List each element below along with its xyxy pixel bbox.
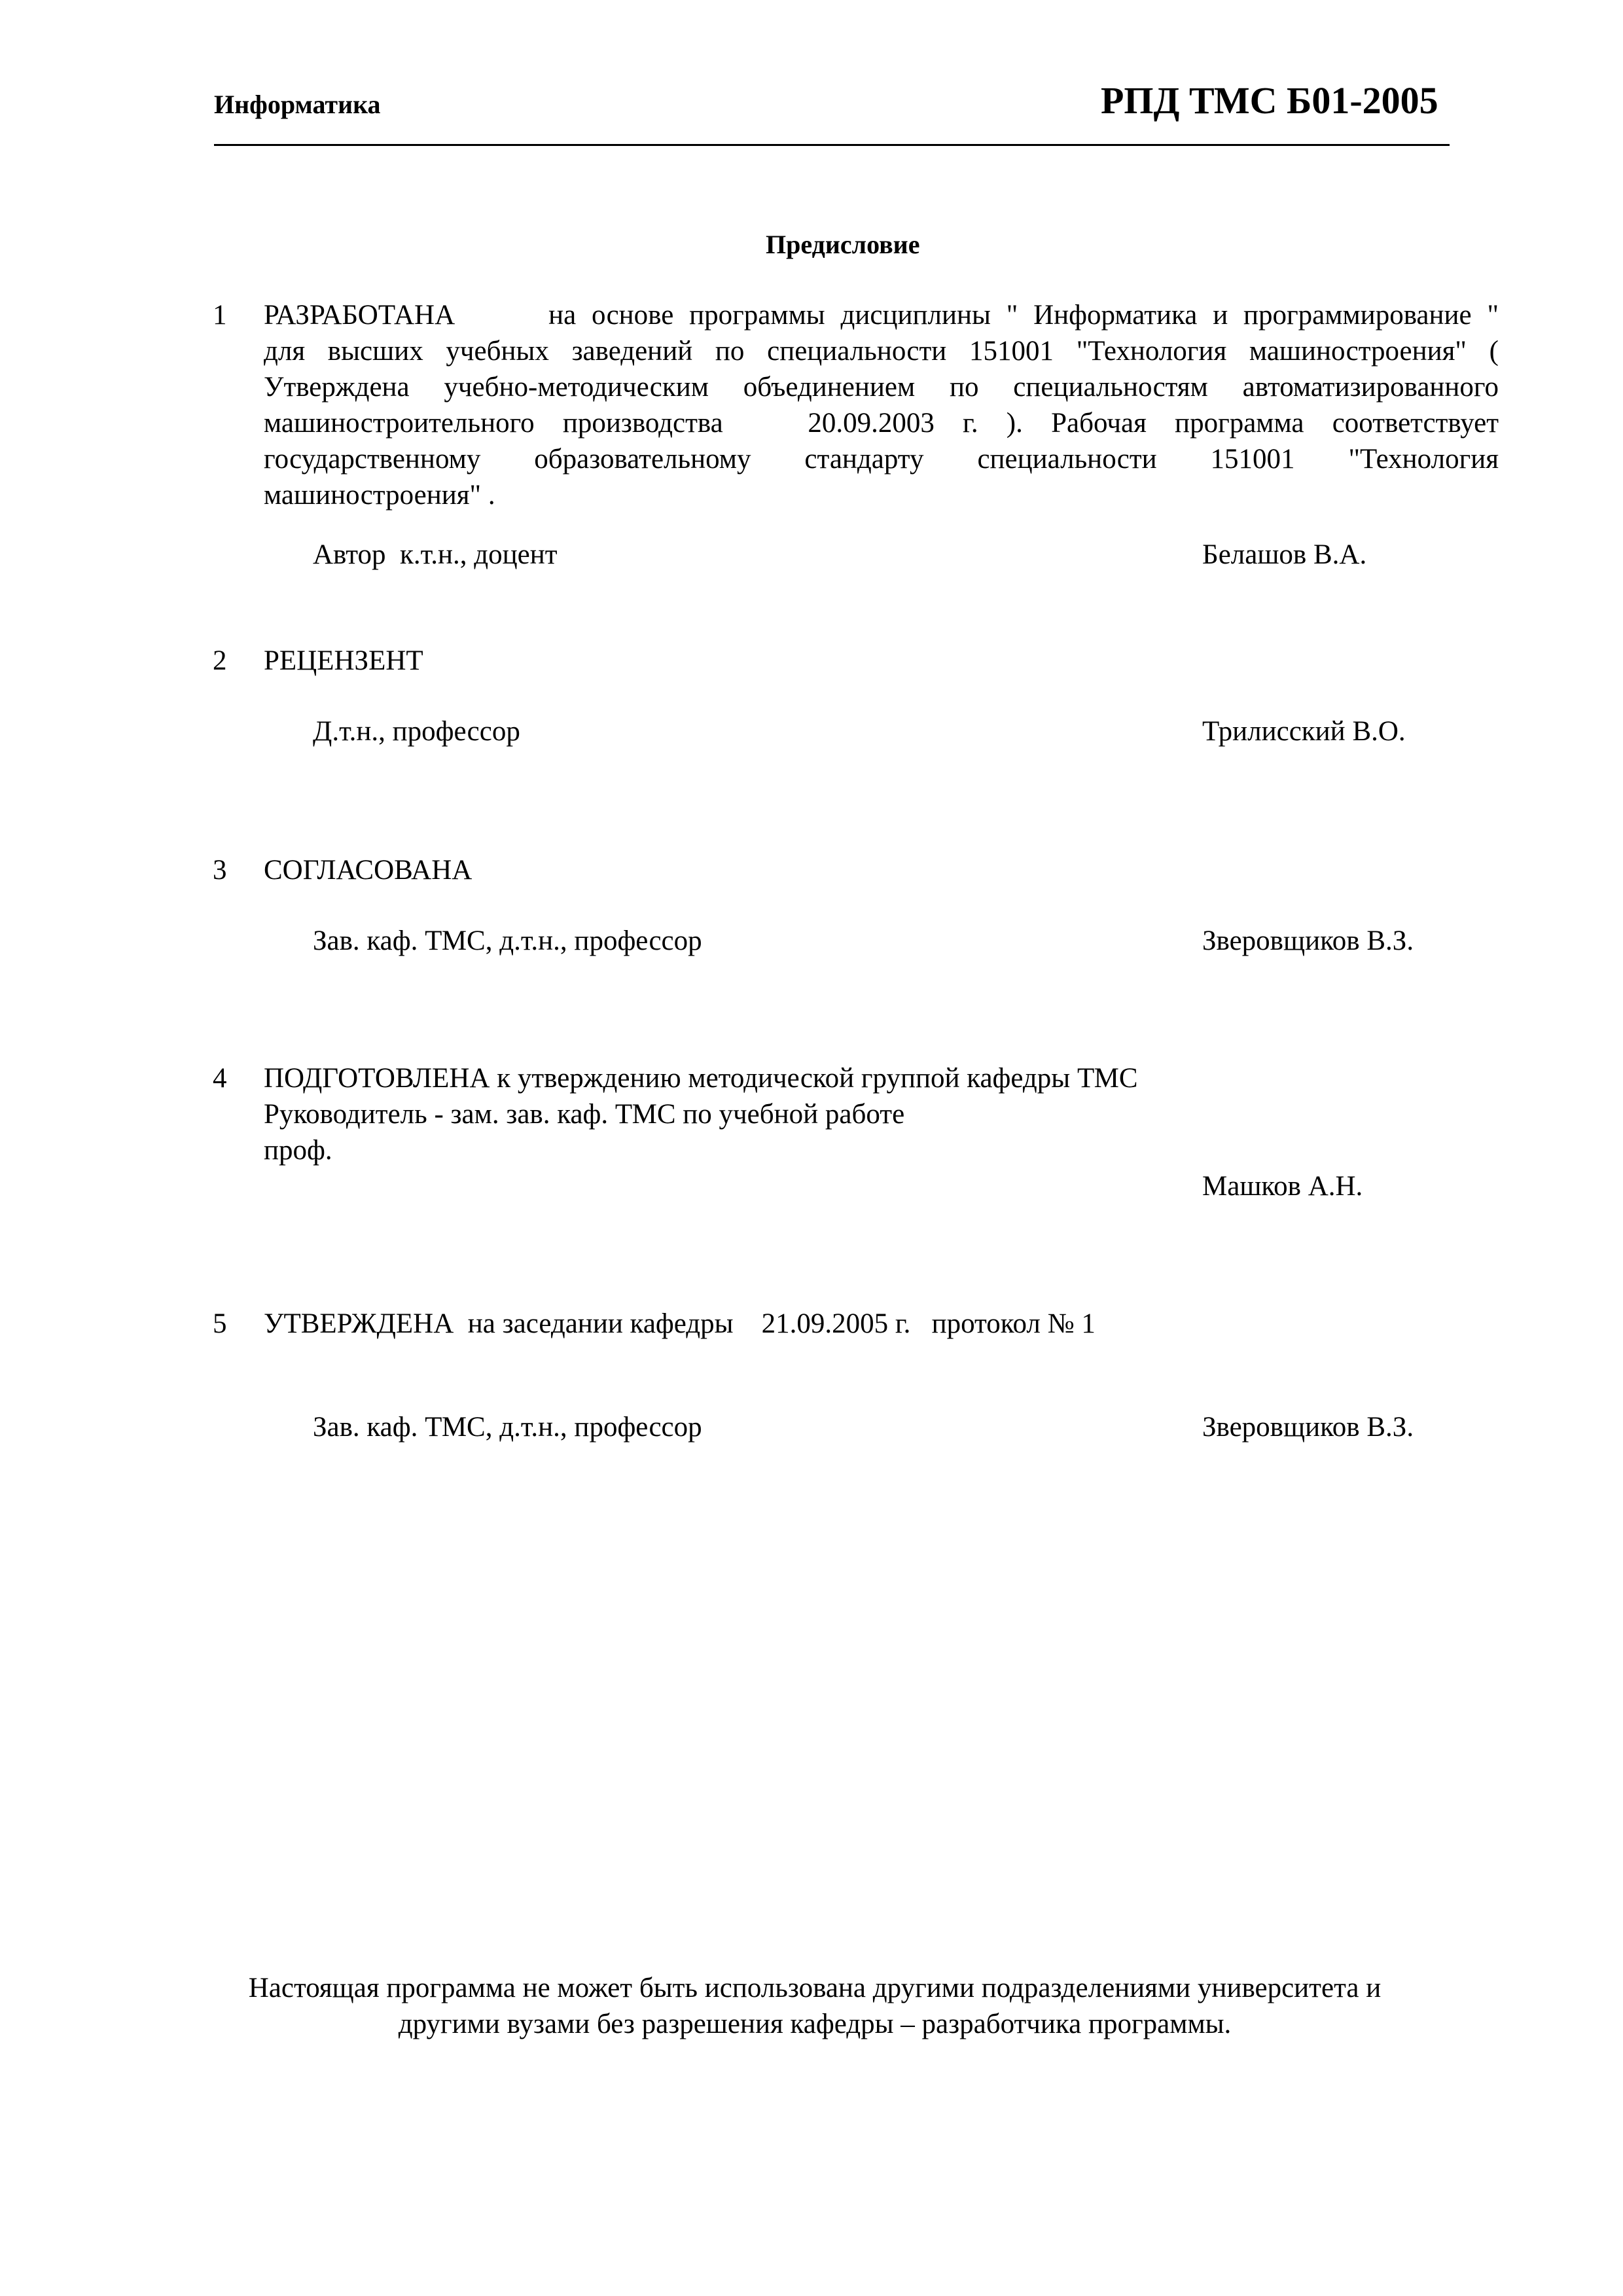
section-2-reviewer-role: Д.т.н., профессор bbox=[313, 716, 520, 747]
section-1-line: машиностроения" . bbox=[264, 480, 495, 511]
section-3-approver-role: Зав. каф. ТМС, д.т.н., профессор bbox=[313, 925, 702, 956]
section-1-paragraph bbox=[264, 297, 1499, 513]
header-discipline: Информатика bbox=[214, 90, 381, 119]
footer-line: Настоящая программа не может быть использована другими подразделениями университета и bbox=[248, 1973, 1382, 2003]
header-document-code: РПД ТМС Б01-2005 bbox=[1101, 79, 1438, 122]
footer-line: другими вузами без разрешения кафедры – разработчика программы. bbox=[398, 2009, 1232, 2039]
section-4-number: 4 bbox=[213, 1063, 227, 1094]
section-2-reviewer-name: Трилисский В.О. bbox=[1202, 716, 1406, 747]
section-2-number: 2 bbox=[213, 645, 227, 676]
section-3-heading: СОГЛАСОВАНА bbox=[264, 855, 473, 886]
header-divider bbox=[214, 144, 1450, 146]
section-2-heading: РЕЦЕНЗЕНТ bbox=[264, 645, 423, 676]
section-3-approver-name: Зверовщиков В.З. bbox=[1202, 925, 1414, 956]
section-5-line: УТВЕРЖДЕНА на заседании кафедры 21.09.2005 г. протокол № 1 bbox=[264, 1308, 1096, 1339]
page-title: Предисловие bbox=[766, 230, 920, 259]
section-1-line: для высших учебных заведений по специальности 151001 "Технология машиностроения" ( bbox=[264, 336, 1499, 367]
section-4-line: ПОДГОТОВЛЕНА к утверждению методической группой кафедры ТМС bbox=[264, 1063, 1138, 1094]
section-4-name: Машков А.Н. bbox=[1202, 1171, 1363, 1202]
section-1-line: РАЗРАБОТАНА на основе программы дисциплины " Информатика и программирование " bbox=[264, 300, 1499, 331]
section-3-number: 3 bbox=[213, 855, 227, 886]
section-4-line: Руководитель - зам. зав. каф. ТМС по учебной работе bbox=[264, 1099, 905, 1130]
section-5-approver-name: Зверовщиков В.З. bbox=[1202, 1412, 1414, 1443]
section-1-line: машиностроительного производства 20.09.2003 г. ). Рабочая программа соответствует bbox=[264, 408, 1499, 439]
section-5-number: 5 bbox=[213, 1308, 227, 1339]
section-1-author-role: Автор к.т.н., доцент bbox=[313, 539, 558, 570]
footer-notice bbox=[196, 1970, 1433, 2042]
section-1-line: Утверждена учебно-методическим объединением по специальностям автоматизированного bbox=[264, 372, 1499, 403]
section-4-line: проф. bbox=[264, 1135, 332, 1166]
section-1-author-name: Белашов В.А. bbox=[1202, 539, 1367, 570]
section-1-line: государственному образовательному стандарту специальности 151001 "Технология bbox=[264, 444, 1499, 475]
section-5-approver-role: Зав. каф. ТМС, д.т.н., профессор bbox=[313, 1412, 702, 1443]
section-1-number: 1 bbox=[213, 300, 227, 331]
